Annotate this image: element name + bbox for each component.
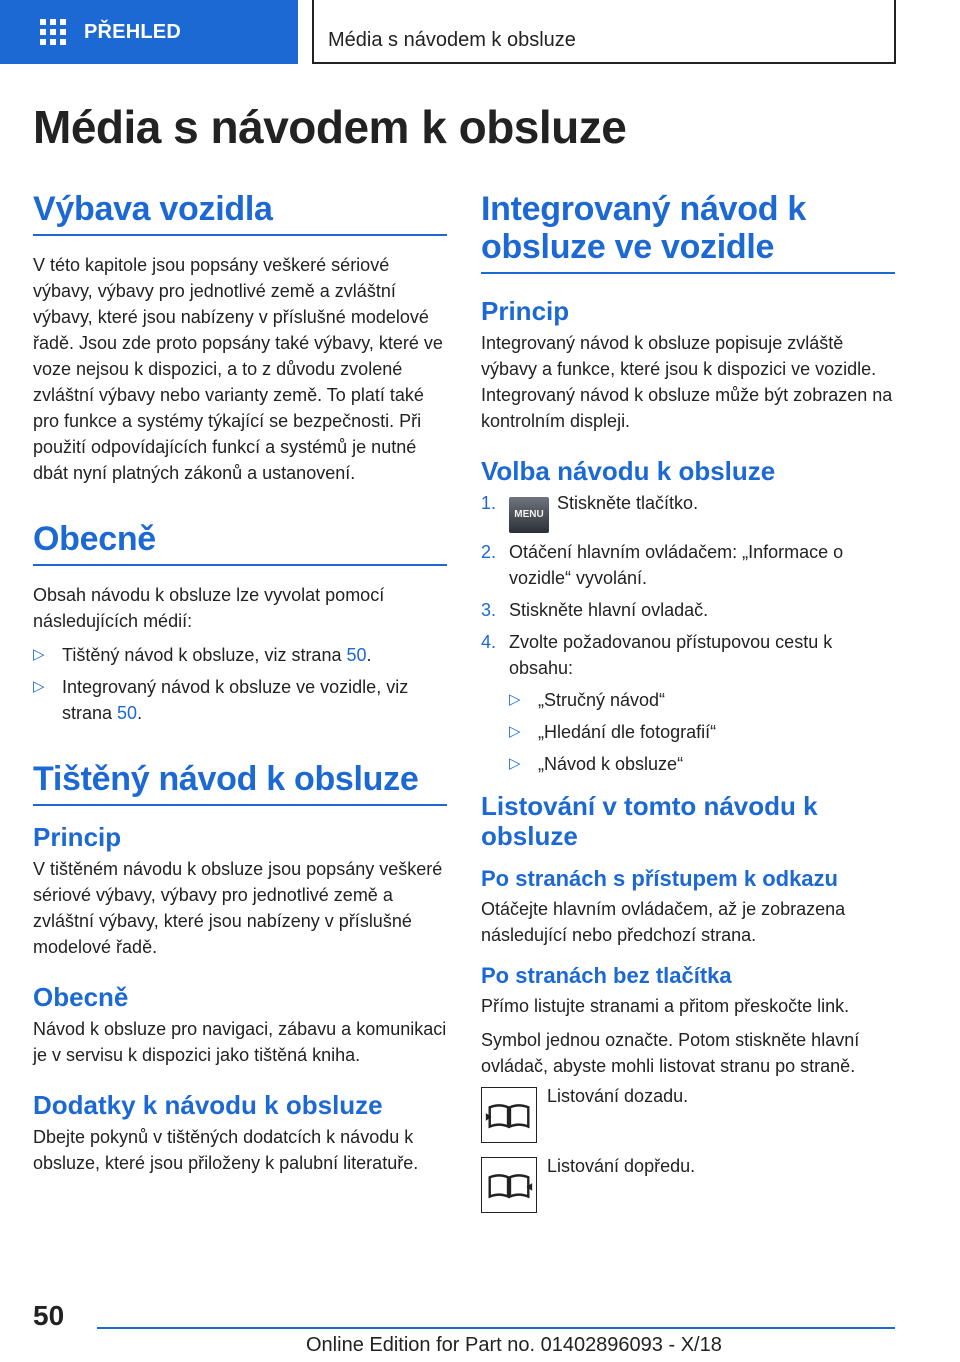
page-back-row (481, 1087, 895, 1143)
step-text: Stiskněte hlavní ovladač. (509, 600, 709, 620)
text-bez-tlacitka-2: Symbol jednou označte. Potom stiskněte hlavní ovládač, abyste mohli listovat stranu po straně. (481, 1030, 860, 1076)
media-list (33, 642, 447, 726)
heading-princip: Princip (33, 822, 122, 852)
step-text: Otáčení hlavním ovládačem: „Informace o vozidle“ vyvolání. (509, 542, 844, 588)
heading-tisteny-navod: Tištěný návod k obsluze (33, 760, 447, 806)
heading-obecne: Obecně (33, 520, 447, 566)
list-item-text: Tištěný návod k obsluze, viz strana (62, 645, 347, 665)
heading-s-odkazem: Po stranách s přístupem k odkazu (481, 866, 838, 891)
step-item (481, 539, 895, 591)
text-princip: V tištěném návodu k obsluze jsou popsány veškeré sériové výbavy, výbavy pro jednotlivé země a zvláštní výbavy, které jsou nabízeny v příslušné modelové řadě. (33, 859, 443, 957)
triangle-bullet-icon: ▷ (33, 678, 45, 695)
triangle-bullet-icon: ▷ (509, 755, 521, 772)
list-item-end: . (366, 645, 372, 665)
heading-dodatky: Dodatky k návodu k obsluze (33, 1090, 383, 1120)
steps-list (481, 490, 895, 777)
list-item-text: „Návod k obsluze“ (538, 754, 684, 774)
text-bez-tlacitka-1: Přímo listujte stranami a přitom přeskočte link. (481, 996, 850, 1016)
list-item-text: „Hledání dle fotografií“ (538, 722, 717, 742)
text-listovani-dozadu: Listování dozadu. (547, 1086, 689, 1106)
list-item (33, 642, 447, 668)
list-item (509, 751, 895, 777)
menu-button-icon: MENU (509, 497, 549, 533)
page-link[interactable]: 50 (346, 645, 367, 665)
step-item (481, 597, 895, 623)
heading-volba-navodu: Volba návodu k obsluze (481, 456, 776, 486)
text-obecne-sub: Návod k obsluze pro navigaci, zábavu a komunikaci je v servisu k dispozici jako tištěná kniha. (33, 1019, 447, 1065)
page-forward-row (481, 1157, 895, 1213)
page-link[interactable]: 50 (117, 703, 138, 723)
text-dodatky: Dbejte pokynů v tištěných dodatcích k návodu k obsluze, které jsou přiloženy k palubní literatuře. (33, 1127, 419, 1173)
heading-integrovany-navod: Integrovaný návod k obsluze ve vozidle (481, 190, 895, 274)
triangle-bullet-icon: ▷ (33, 646, 45, 663)
text-obecne: Obsah návodu k obsluze lze vyvolat pomocí následujících médií: (33, 585, 385, 631)
book-back-icon (481, 1087, 537, 1143)
text-s-odkazem: Otáčejte hlavním ovládačem, až je zobrazena následující nebo předchozí strana. (481, 899, 846, 945)
text-vybava-vozidla: V této kapitole jsou popsány veškeré sériové výbavy, výbavy pro jednotlivé země a zvláštní výbavy, které jsou nabízeny v příslušné modelové řadě. Jsou zde proto popsány také výbavy, které ve voze nejsou k dispozici, a to z důvodu zvolené zvláštní výbavy nebo varianty země. To platí také pro funkce a systémy týkající se bezpečnosti. Při použití odpovídajících funkcí a systémů je nutné dbát nyní platných zákonů a ustanovení. (33, 255, 443, 483)
list-item (509, 719, 895, 745)
step-number: 1. (481, 493, 497, 513)
overview-tab[interactable] (0, 0, 298, 64)
footer-edition: Online Edition for Part no. 01402896093 - X/18 (306, 1334, 722, 1356)
list-item-end: . (137, 703, 143, 723)
step-number: 4. (481, 632, 497, 652)
step-number: 3. (481, 600, 497, 620)
breadcrumb: Média s návodem k obsluze (312, 0, 896, 64)
heading-listovani: Listování v tomto návodu k obsluze (481, 791, 818, 851)
page-number: 50 (33, 1300, 65, 1331)
access-options-list (509, 687, 895, 777)
list-item-text: Integrovaný návod k obsluze ve vozidle, viz strana (62, 677, 409, 723)
page-title: Média s návodem k obsluze (33, 101, 627, 153)
left-column (33, 190, 447, 1184)
overview-tab-label: PŘEHLED (84, 20, 181, 43)
heading-bez-tlacitka: Po stranách bez tlačítka (481, 963, 732, 988)
list-item (33, 674, 447, 726)
triangle-bullet-icon: ▷ (509, 723, 521, 740)
heading-princip-right: Princip (481, 296, 570, 326)
heading-obecne-sub: Obecně (33, 982, 129, 1012)
footer-divider (97, 1327, 895, 1329)
list-item (509, 687, 895, 713)
step-item (481, 629, 895, 777)
list-item-text: „Stručný návod“ (538, 690, 666, 710)
right-column (481, 190, 895, 1227)
step-text: Stiskněte tlačítko. (557, 493, 699, 513)
triangle-bullet-icon: ▷ (509, 691, 521, 708)
step-text: Zvolte požadovanou přístupovou cestu k obsahu: (509, 632, 833, 678)
text-listovani-dopredu: Listování dopředu. (547, 1156, 696, 1176)
text-princip-right: Integrovaný návod k obsluze popisuje zvláště výbavy a funkce, které jsou k dispozici ve vozidle. Integrovaný návod k obsluze může být zobrazen na kontrolním displeji. (481, 333, 893, 431)
book-forward-icon (481, 1157, 537, 1213)
heading-vybava-vozidla: Výbava vozidla (33, 190, 447, 236)
grid-menu-icon (40, 19, 66, 45)
step-number: 2. (481, 542, 497, 562)
step-item (481, 490, 895, 533)
